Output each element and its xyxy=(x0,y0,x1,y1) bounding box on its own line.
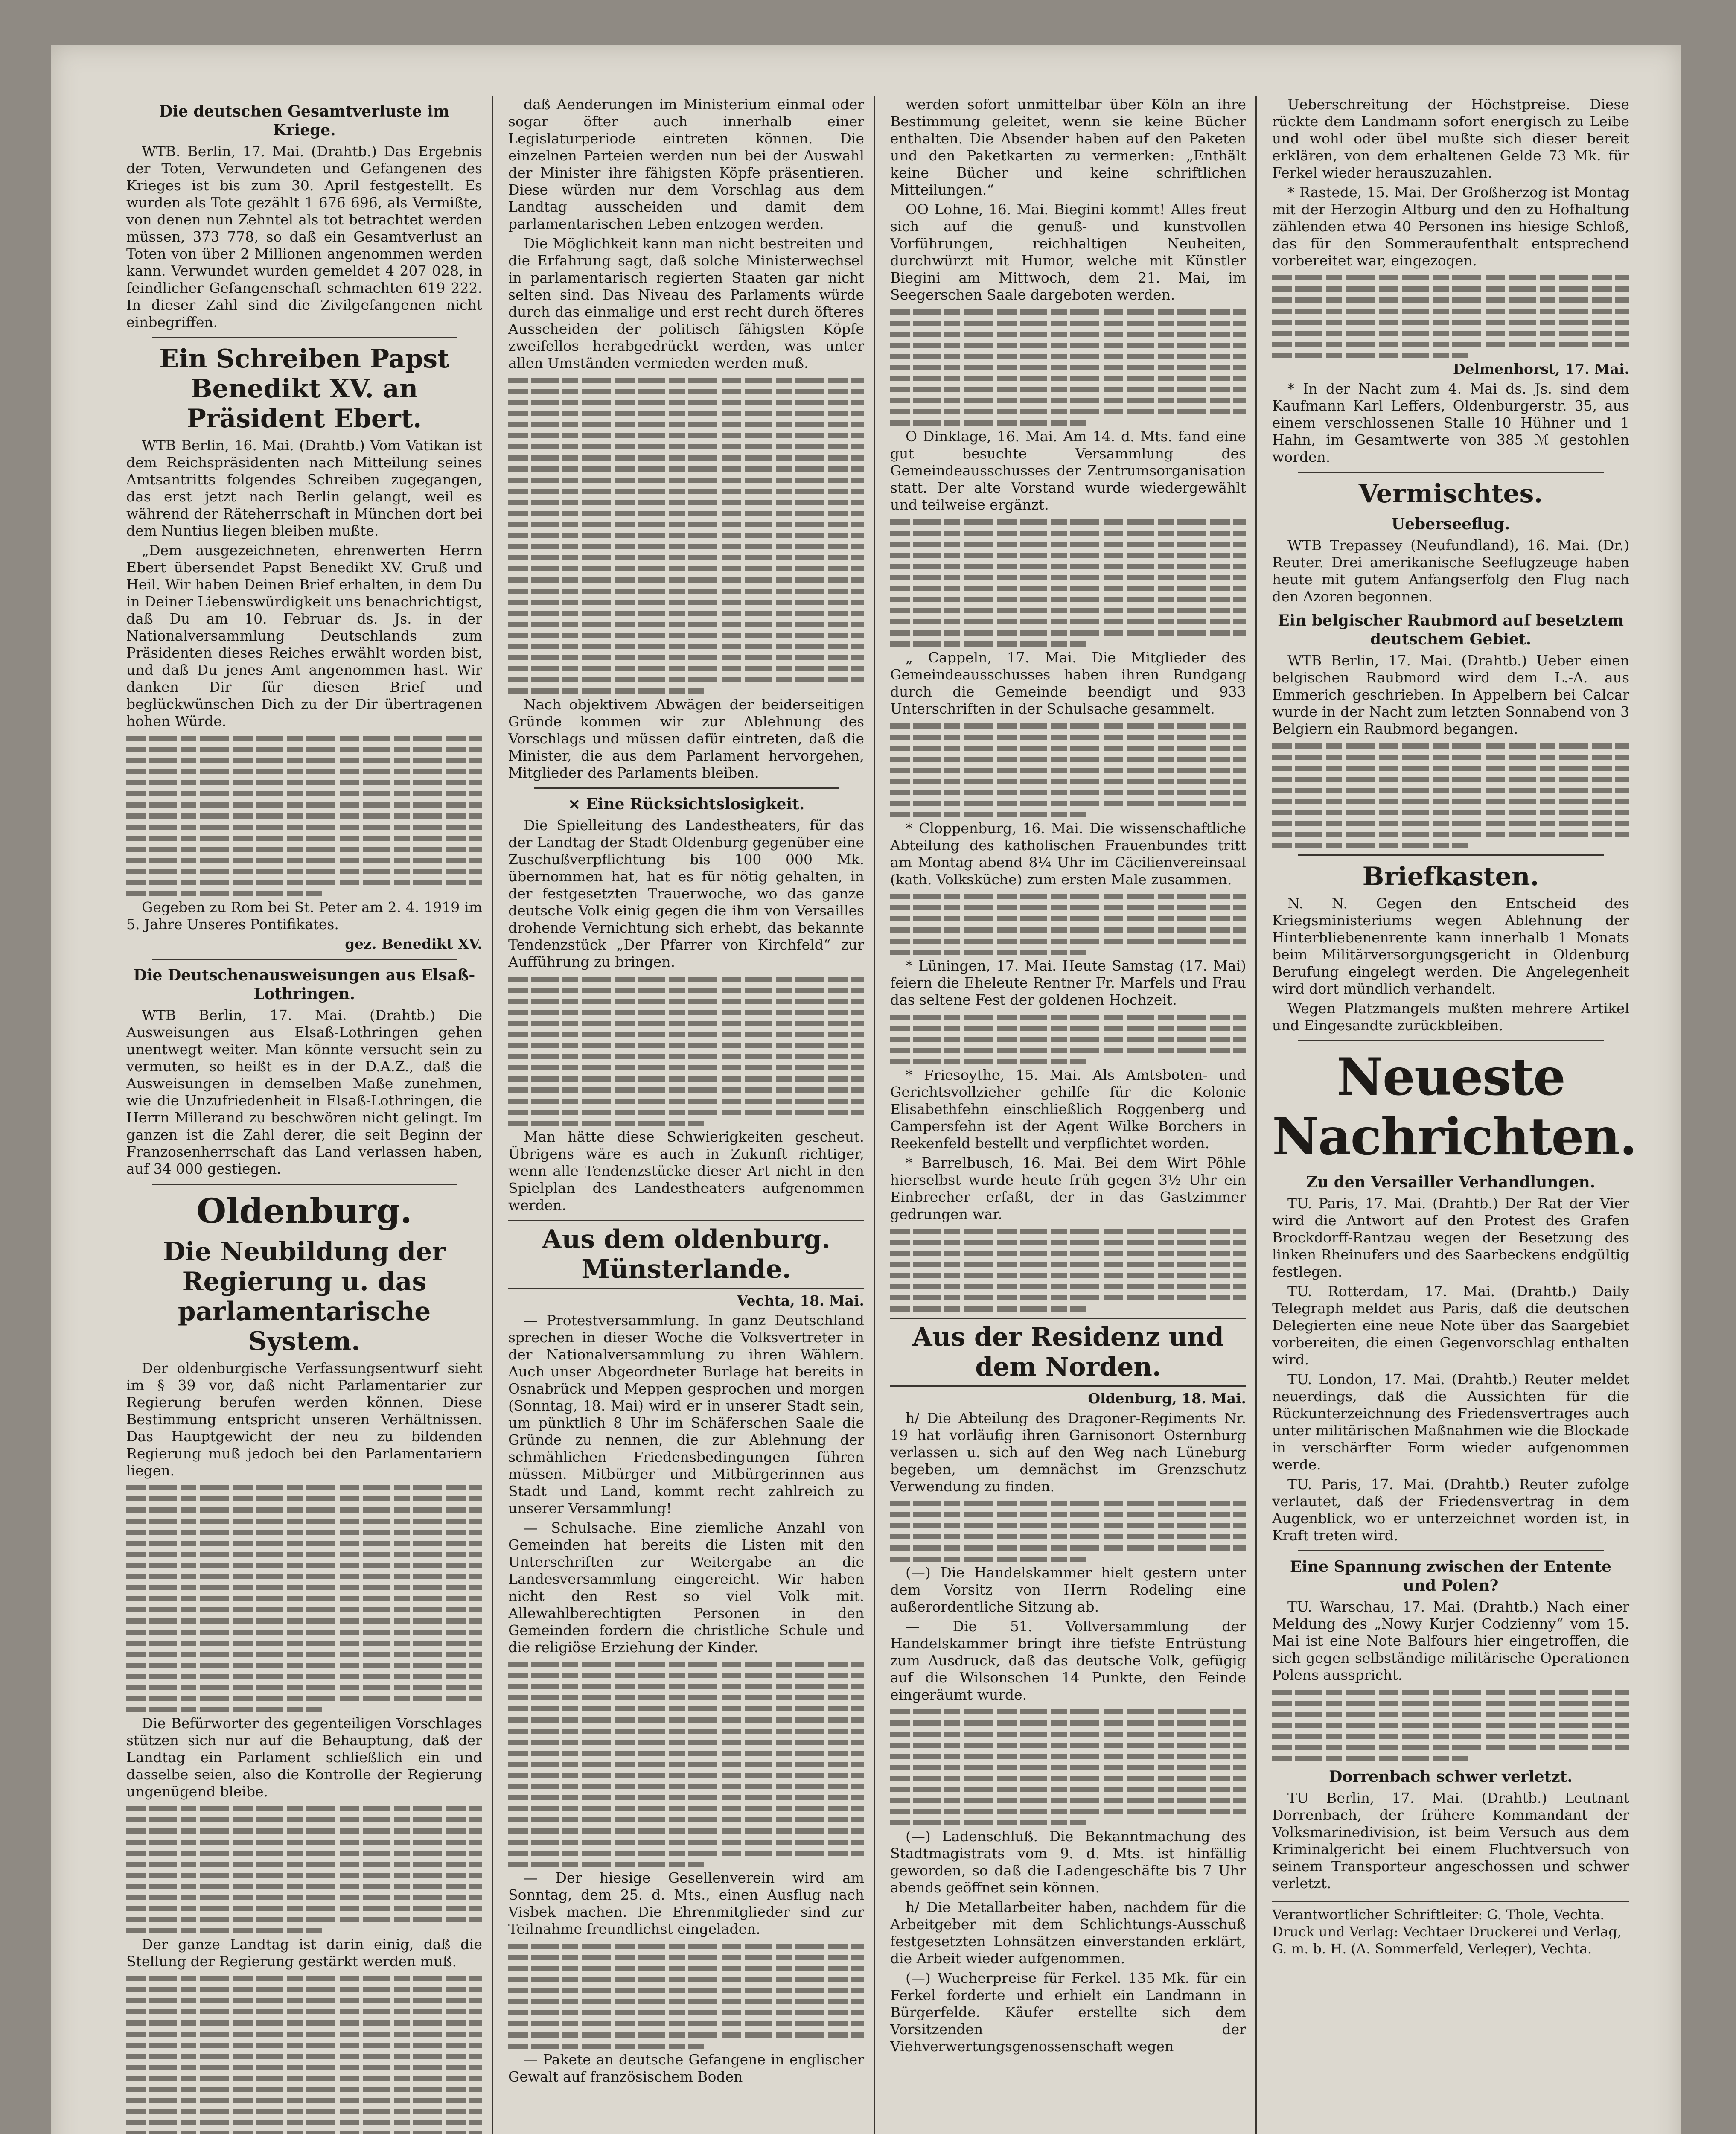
article-schulsache: — Schulsache. Eine ziemliche Anzahl von Gemeinden hat bereits die Listen mit den Unterschriften zur Weitergabe an die Landesversammlung eingereicht. Wir haben nicht den Rest so viel Volk mit. Allewahlberechtigten Personen in den Gemeinden fordern die christliche Schule und die religiöse Erziehung der Kinder. xyxy=(508,1519,864,1656)
dateline-delmenhorst: Delmenhorst, 17. Mai. xyxy=(1453,361,1629,377)
text-lines xyxy=(508,1944,864,2049)
text-lines xyxy=(890,894,1246,955)
text-lines xyxy=(508,1662,864,1867)
headline-ueberseeflug: Ueberseeflug. xyxy=(1391,515,1510,533)
article-pakete-cont: werden sofort unmittelbar über Köln an ihre Bestimmung geleitet, wenn sie keine Bücher enthalten. Die Absender haben auf den Paketen und den Paketkarten zu vermerken: „Enthält keine Bücher und keine schriftlichen Mitteilungen.“ xyxy=(890,96,1246,198)
column-4 xyxy=(1265,96,1639,2134)
article-landestheater-2: Man hätte diese Schwierigkeiten gescheut. Übrigens wäre es auch in Zukunft richtiger, wenn alle Tendenzstücke dieser Art nicht in den Spielplan des Landestheaters aufgenommen werden. xyxy=(508,1128,864,1213)
article-handelskammer: (—) Die Handelskammer hielt gestern unter dem Vorsitz von Herrn Rodeling eine außerordentliche Sitzung ab. xyxy=(890,1564,1246,1615)
divider xyxy=(1298,1550,1604,1551)
article-ausweisungen: WTB Berlin, 17. Mai. (Drahtb.) Die Ausweisungen aus Elsaß-Lothringen gehen unentwegt weiter. Man könnte versucht sein zu vermuten, so heißt es in der D.A.Z., daß die Ausweisungen in demselben Maße zunehmen, wie die Unzufriedenheit in Elsaß-Lothringen, die Herrn Millerand zu beschwören nicht gelingt. Im ganzen ist die Zahl derer, die seit Beginn der Franzosenherrschaft das Land verlassen haben, auf 34 000 gestiegen. xyxy=(126,1007,482,1177)
letter-signature: gez. Benedikt XV. xyxy=(345,936,482,952)
section-title-muensterland: Aus dem oldenburg. Münsterlande. xyxy=(508,1220,864,1289)
section-title-neueste-nachrichten: Neueste Nachrichten. xyxy=(1272,1047,1637,1167)
text-lines xyxy=(1272,275,1629,358)
headline-neubildung: Die Neubildung der Regierung u. das parlamentarische System. xyxy=(163,1237,446,1356)
article-paris-2: TU. Paris, 17. Mai. (Drahtb.) Reuter zufolge verlautet, daß der Friedensvertrag in dem Augenblick, wo er unterzeichnet worden ist, in Kraft treten wird. xyxy=(1272,1476,1629,1544)
text-lines xyxy=(1272,743,1629,848)
imprint: Verantwortlicher Schriftleiter: G. Thole, Vechta. Druck und Verlag: Vechtaer Druckerei und Verlag, G. m. b. H. (A. Sommerfeld, Verleger), Vechta. xyxy=(1272,1901,1629,1957)
headline-ruecksichtslosigkeit: × Eine Rücksichtslosigkeit. xyxy=(568,795,805,813)
section-title-residenz: Aus der Residenz und dem Norden. xyxy=(890,1318,1246,1387)
text-lines xyxy=(890,1015,1246,1064)
headline-ausweisungen: Die Deutschenausweisungen aus Elsaß-Lothringen. xyxy=(133,966,475,1003)
article-neubildung-1: Der oldenburgische Verfassungsentwurf sieht im § 39 vor, daß nicht Parlamentarier zur Regierung berufen werden können. Diese Bestimmung entspricht unseren Verhältnissen. Das Hauptgewicht der neu zu bildenden Regierung muß jedoch bei den Parlamentariern liegen. xyxy=(126,1360,482,1479)
text-lines xyxy=(890,519,1246,647)
column-3 xyxy=(883,96,1257,2134)
article-neubildung-2: Die Befürworter des gegenteiligen Vorschlages stützen sich nur auf die Behauptung, daß der Landtag ein Parlament schließlich ein und dasselbe seien, also die Kontrolle der Regierung ungenügend bleibe. xyxy=(126,1715,482,1800)
text-lines xyxy=(126,1806,482,1933)
article-landestheater-1: Die Spielleitung des Landestheaters, für das der Landtag der Stadt Oldenburg gegenüber eine Zuschußverpflichtung bis 100 000 Mk. übernommen hat, hat es für nötig gehalten, in der festgesetzten Trauerwoche, wo das ganze deutsche Volk einig gegen die ihm von Versailles drohende Vernichtung sich erhebt, das bekannte Tendenzstück „Der Pfarrer von Kirchfeld“ zur Aufführung zu bringen. xyxy=(508,817,864,970)
article-papst-intro: WTB Berlin, 16. Mai. (Drahtb.) Vom Vatikan ist dem Reichspräsidenten nach Mitteilung seines Amtsantritts folgendes Schreiben zugegangen, das erst jetzt nach Berlin gelangt, weil es während der Räteherrschaft in München dort bei dem Nuntius liegen bleiben mußte. xyxy=(126,437,482,539)
column-1 xyxy=(119,96,493,2134)
section-title-vermischtes: Vermischtes. xyxy=(1358,479,1543,509)
column-grid xyxy=(119,96,1637,2134)
text-lines xyxy=(890,1709,1246,1825)
text-lines xyxy=(126,736,482,896)
article-papst-letter: „Dem ausgezeichneten, ehrenwerten Herrn Ebert übersendet Papst Benedikt XV. Gruß und Heil. Wir haben Deinen Brief erhalten, in dem Du in Deiner Liebenswürdigkeit uns benachrichtigst, daß Du am 10. Februar ds. Js. in der Nationalversammlung Deutschlands zum Präsidenten dieses Reiches erwählt worden bist, und daß Du jenes Amt angenommen hast. Wir danken Dir für diesen Brief und beglückwünschen Dich zu der Dir übertragenen hohen Würde. xyxy=(126,542,482,729)
headline-papst-schreiben: Ein Schreiben Papst Benedikt XV. an Präsident Ebert. xyxy=(159,344,449,434)
text-lines xyxy=(890,1229,1246,1312)
text-lines xyxy=(890,309,1246,426)
section-title-oldenburg: Oldenburg. xyxy=(196,1191,412,1231)
divider xyxy=(152,337,457,338)
article-rastede: * Rastede, 15. Mai. Der Großherzog ist Montag mit der Herzogin Altburg und den zu Hofhaltung zählenden etwa 40 Personen ins hiesige Schloß, das für den Sommeraufenthalt entsprechend vorbereitet war, eingezogen. xyxy=(1272,184,1629,269)
text-lines xyxy=(508,977,864,1126)
article-ladenschluss: (—) Ladenschluß. Die Bekanntmachung des Stadtmagistrats vom 9. d. Mts. ist hinfällig geworden, so daß die Ladengeschäfte bis 7 Uhr abends geöffnet sein können. xyxy=(890,1828,1246,1896)
article-lueningen: * Lüningen, 17. Mai. Heute Samstag (17. Mai) feiern die Eheleute Rentner Fr. Marfels und Frau das seltene Fest der goldenen Hochzeit. xyxy=(890,957,1246,1008)
divider xyxy=(534,787,839,789)
divider xyxy=(152,959,457,960)
divider xyxy=(1298,1040,1604,1041)
article-london: TU. London, 17. Mai. (Drahtb.) Reuter meldet neuerdings, daß die Aussichten für die Rückunterzeichnung des Friedensvertrages auch unter militärischen Maßnahmen wie die Blockade in verschärfter Form wieder aufgenommen werde. xyxy=(1272,1371,1629,1473)
text-lines xyxy=(1272,1690,1629,1761)
article-metallarbeiter: h/ Die Metallarbeiter haben, nachdem für die Arbeitgeber mit dem Schlichtungs-Ausschuß festgesetzten Lohnsätzen einverstanden erklärt, die Arbeit wieder aufgenommen. xyxy=(890,1899,1246,1967)
article-ueberseeflug: WTB Trepassey (Neufundland), 16. Mai. (Dr.) Reuter. Drei amerikanische Seeflugzeuge haben heute mit gutem Anfangserfolg den Flug nach den Azoren begonnen. xyxy=(1272,537,1629,605)
article-friesoythe: * Friesoythe, 15. Mai. Als Amtsboten- und Gerichtsvollzieher gehilfe für die Kolonie Elisabethfehn einschließlich Roggenberg und Campersfehn ist der Agent Wilke Borchers in Reekenfeld bestellt und verpflichtet worden. xyxy=(890,1067,1246,1152)
article-vollversammlung: — Die 51. Vollversammlung der Handelskammer bringt ihre tiefste Entrüstung zum Ausdruck, daß das deutsche Volk, gefügig auf die Wilsonschen 14 Punkte, den Feinde eingeräumt wurde. xyxy=(890,1618,1246,1703)
article-neubildung-conclusion: Nach objektivem Abwägen der beiderseitigen Gründe kommen wir zur Ablehnung des Vorschlags und müssen dafür eintreten, daß die Minister, die aus dem Parlament hervorgehen, Mitglieder des Parlaments bleiben. xyxy=(508,696,864,781)
article-wucherpreise: (—) Wucherpreise für Ferkel. 135 Mk. für ein Ferkel forderte und erhielt ein Landmann in Bürgerfelde. Käufer erstellte sich dem Vorsitzenden der Viehverwertungsgenossenschaft wegen xyxy=(890,1970,1246,2055)
article-cappeln: „ Cappeln, 17. Mai. Die Mitglieder des Gemeindeausschusses haben ihren Rundgang durch die Gemeinde beendigt und 933 Unterschriften in der Schulsache gesammelt. xyxy=(890,649,1246,717)
article-cloppenburg: * Cloppenburg, 16. Mai. Die wissenschaftliche Abteilung des katholischen Frauenbundes tritt am Montag abend 8¼ Uhr im Cäcilienvereinsaal (kath. Volksküche) zum ersten Male zusammen. xyxy=(890,820,1246,888)
dateline-oldenburg: Oldenburg, 18. Mai. xyxy=(1088,1390,1246,1407)
article-dragoner: h/ Die Abteilung des Dragoner-Regiments Nr. 19 hat vorläufig ihren Garnisonort Osternburg verlassen u. sich auf den Weg nach Lüneburg begeben, um demnächst im Grenzschutz Verwendung zu finden. xyxy=(890,1410,1246,1495)
article-wucherpreise-cont: Ueberschreitung der Höchstpreise. Diese rückte dem Landmann sofort energisch zu Leibe und wohl oder übel mußte sich dieser bereit erklären, von dem erhaltenen Gelde 73 Mk. für Ferkel wieder herauszuzahlen. xyxy=(1272,96,1629,181)
divider xyxy=(1298,472,1604,473)
article-lohne: OO Lohne, 16. Mai. Biegini kommt! Alles freut sich auf die genuß- und kunstvollen Vorführungen, reichhaltigen Neuheiten, durchwürzt mit Humor, welche mit Künstler Biegini am Mittwoch, dem 21. Mai, im Seegerschen Saale dargeboten werden. xyxy=(890,201,1246,303)
headline-gesamtverluste: Die deutschen Gesamtverluste im Kriege. xyxy=(159,102,449,139)
notice-platzmangel: Wegen Platzmangels mußten mehrere Artikel und Eingesandte zurückbleiben. xyxy=(1272,1000,1629,1034)
divider xyxy=(1298,854,1604,856)
article-delmenhorst: * In der Nacht zum 4. Mai ds. Js. sind dem Kaufmann Karl Leffers, Oldenburgerstr. 35, aus einem verschlossenen Stalle 10 Hühner und 1 Hahn, im Gesamtwerte von 385 ℳ gestohlen worden. xyxy=(1272,380,1629,465)
article-dinklage: O Dinklage, 16. Mai. Am 14. d. Mts. fand eine gut besuchte Versammlung des Gemeindeausschusses der Zentrumsorganisation statt. Der alte Vorstand wurde wiedergewählt und teilweise ergänzt. xyxy=(890,428,1246,513)
text-lines xyxy=(126,1976,482,2134)
article-gesamtverluste: WTB. Berlin, 17. Mai. (Drahtb.) Das Ergebnis der Toten, Verwundeten und Gefangenen des Krieges ist bis zum 30. April festgestellt. Es wurden als Tote gezählt 1 676 696, als Vermißte, von denen nun Zehntel als tot betrachtet werden müssen, 373 778, so daß ein Gesamtverlust an Toten von über 2 Millionen angenommen werden kann. Verwundet wurden gemeldet 4 207 028, in feindlicher Gefangenschaft schmachten 619 222. In dieser Zahl sind die Zivilgefangenen nicht einbegriffen. xyxy=(126,143,482,330)
column-2 xyxy=(501,96,875,2134)
text-lines xyxy=(126,1485,482,1712)
headline-versailler: Zu den Versailler Verhandlungen. xyxy=(1306,1173,1596,1191)
headline-dorrenbach: Dorrenbach schwer verletzt. xyxy=(1329,1768,1573,1786)
headline-raubmord: Ein belgischer Raubmord auf besetztem deutschem Gebiet. xyxy=(1278,612,1624,648)
article-paris-1: TU. Paris, 17. Mai. (Drahtb.) Der Rat der Vier wird die Antwort auf den Protest des Grafen Brockdorff-Rantzau wegen der Besetzung des linken Rheinufers und des Saarbeckens endgültig festlegen. xyxy=(1272,1195,1629,1280)
dateline-vechta: Vechta, 18. Mai. xyxy=(737,1292,864,1309)
article-neubildung-3: Der ganze Landtag ist darin einig, daß die Stellung der Regierung gestärkt werden muß. xyxy=(126,1936,482,1970)
section-title-briefkasten: Briefkasten. xyxy=(1362,862,1539,892)
article-briefkasten: N. N. Gegen den Entscheid des Kriegsministeriums wegen Ablehnung der Hinterbliebenenrente kann innerhalb 1 Monats beim Militärversorgungsgericht in Oldenburg Berufung eingelegt werden. Die Angelegenheit wird dort mündlich verhandelt. xyxy=(1272,895,1629,997)
article-rotterdam: TU. Rotterdam, 17. Mai. (Drahtb.) Daily Telegraph meldet aus Paris, daß die deutschen Delegierten eine neue Note über das Saargebiet vorbereiten, die einen Gegenvorschlag enthalten wird. xyxy=(1272,1283,1629,1368)
article-neubildung-cont-2: Die Möglichkeit kann man nicht bestreiten und die Erfahrung sagt, daß solche Ministerwechsel in parlamentarisch regierten Staaten gar nicht selten sind. Das Niveau des Parlaments würde durch das einmalige und erst recht durch öfteres Ausscheiden der politisch fähigsten Köpfe zweifellos herabgedrückt werden, was unter allen Umständen vermieden werden muß. xyxy=(508,235,864,371)
headline-spannung-polen: Eine Spannung zwischen der Entente und Polen? xyxy=(1290,1558,1612,1595)
article-pakete: — Pakete an deutsche Gefangene in englischer Gewalt auf französischem Boden xyxy=(508,2051,864,2085)
text-lines xyxy=(890,723,1246,817)
article-raubmord: WTB Berlin, 17. Mai. (Drahtb.) Ueber einen belgischen Raubmord wird dem L.-A. aus Emmerich geschrieben. In Appelbern bei Calcar wurde in der Nacht zum letzten Sonnabend von 3 Belgiern ein Raubmord begangen. xyxy=(1272,652,1629,737)
letter-date: Gegeben zu Rom bei St. Peter am 2. 4. 1919 im 5. Jahre Unseres Pontifikates. xyxy=(126,899,482,933)
text-lines xyxy=(508,378,864,694)
article-warschau: TU. Warschau, 17. Mai. (Drahtb.) Nach einer Meldung des „Nowy Kurjer Codzienny“ vom 15. Mai ist eine Note Balfours hier eingetroffen, die sich gegen selbständige militärische Operationen Polens ausspricht. xyxy=(1272,1598,1629,1683)
text-lines xyxy=(890,1501,1246,1562)
divider xyxy=(152,1184,457,1185)
article-gesellenverein: — Der hiesige Gesellenverein wird am Sonntag, dem 25. d. Mts., einen Ausflug nach Visbek machen. Die Ehrenmitglieder sind zur Teilnahme freundlichst eingeladen. xyxy=(508,1869,864,1937)
article-protestversammlung: — Protestversammlung. In ganz Deutschland sprechen in dieser Woche die Volksvertreter in der Nationalversammlung zu ihren Wählern. Auch unser Abgeordneter Burlage hat bereits in Osnabrück und Meppen gesprochen und morgen (Sonntag, 18. Mai) wird er in unserer Stadt sein, um pünktlich 8 Uhr im Schäferschen Saale die Gründe zu nennen, die zur Ablehnung der schmählichen Friedensbedingungen führen müssen. Mitbürger und Mitbürgerinnen aus Stadt und Land, kommt recht zahlreich zu unserer Versammlung! xyxy=(508,1312,864,1516)
article-neubildung-cont-1: daß Aenderungen im Ministerium einmal oder sogar öfter auch innerhalb einer Legislaturperiode eintreten können. Die einzelnen Parteien werden nun bei der Auswahl der Minister ihre fähigsten Köpfe präsentieren. Diese würden nur dem Vorschlag aus dem Landtag ausscheiden und damit dem parlamentarischen Leben entzogen werden. xyxy=(508,96,864,232)
article-dorrenbach: TU Berlin, 17. Mai. (Drahtb.) Leutnant Dorrenbach, der frühere Kommandant der Volksmarinedivision, ist beim Versuch aus dem Kriminalgericht bei einem Fluchtversuch von seinem Transporteur angeschossen und schwer verletzt. xyxy=(1272,1790,1629,1892)
newspaper-page xyxy=(51,45,1681,2134)
article-barrelbusch: * Barrelbusch, 16. Mai. Bei dem Wirt Pöhle hierselbst wurde heute früh gegen 3½ Uhr ein Einbrecher erfaßt, der in das Gastzimmer gedrungen war. xyxy=(890,1154,1246,1222)
